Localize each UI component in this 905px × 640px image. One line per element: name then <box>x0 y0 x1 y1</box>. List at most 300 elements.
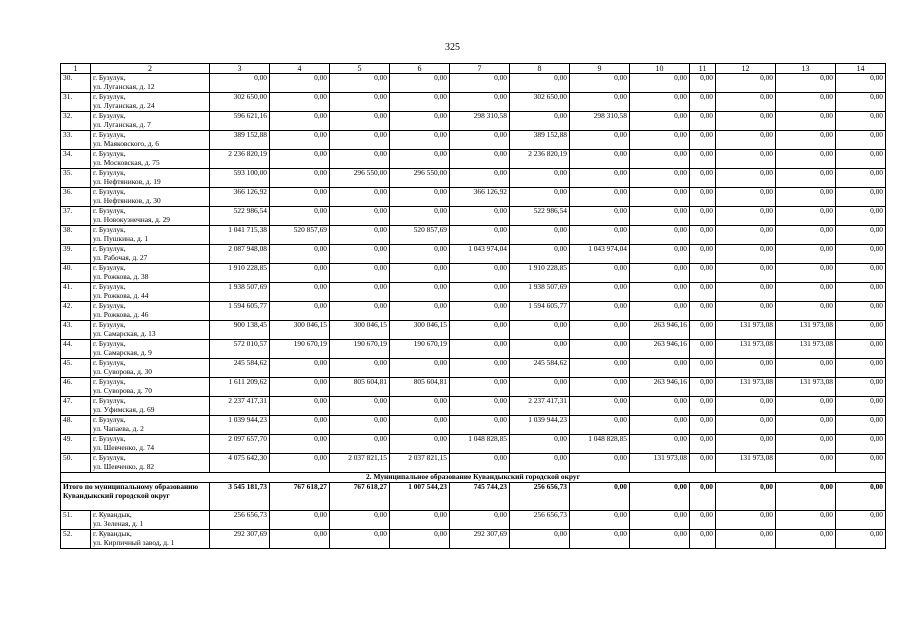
amount-cell: 0,00 <box>270 302 330 321</box>
column-number: 8 <box>510 64 570 74</box>
amount-cell: 1 048 828,85 <box>570 435 630 454</box>
amount-cell: 0,00 <box>690 93 716 112</box>
amount-cell: 0,00 <box>690 74 716 93</box>
address-city: г. Бузулук, <box>93 396 126 405</box>
column-number: 6 <box>390 64 450 74</box>
address-street: ул. Суворова, д. 30 <box>93 366 152 376</box>
amount-cell: 0,00 <box>836 340 886 359</box>
address-street: ул. Суворова, д. 70 <box>93 385 152 395</box>
amount-cell: 131 973,08 <box>776 378 836 397</box>
amount-cell: 1 039 944,23 <box>210 416 270 435</box>
amount-cell: 0,00 <box>776 131 836 150</box>
amount-cell: 0,00 <box>270 131 330 150</box>
amount-cell: 520 857,69 <box>390 226 450 245</box>
total-amount-cell: 1 007 544,23 <box>390 483 450 511</box>
amount-cell: 0,00 <box>450 397 510 416</box>
amount-cell: 0,00 <box>630 359 690 378</box>
amount-cell: 300 046,15 <box>390 321 450 340</box>
total-amount-cell: 0,00 <box>776 483 836 511</box>
table-row <box>61 340 886 359</box>
amount-cell: 298 310,58 <box>570 112 630 131</box>
address-street: ул. Рабочая, д. 27 <box>93 252 148 262</box>
address-city: г. Бузулук, <box>93 415 126 424</box>
column-number: 7 <box>450 64 510 74</box>
amount-cell: 0,00 <box>570 511 630 530</box>
address-cell <box>91 340 210 359</box>
amount-cell: 256 656,73 <box>210 511 270 530</box>
row-number: 43. <box>61 321 91 340</box>
column-number-row <box>61 64 886 74</box>
table-row <box>61 264 886 283</box>
amount-cell: 0,00 <box>330 283 390 302</box>
amount-cell: 0,00 <box>776 397 836 416</box>
amount-cell: 0,00 <box>836 74 886 93</box>
address-cell <box>91 416 210 435</box>
amount-cell: 0,00 <box>836 169 886 188</box>
total-amount-cell: 767 618,27 <box>330 483 390 511</box>
amount-cell: 0,00 <box>270 112 330 131</box>
amount-cell: 0,00 <box>330 530 390 549</box>
amount-cell: 190 670,19 <box>270 340 330 359</box>
row-number: 38. <box>61 226 91 245</box>
row-number: 50. <box>61 454 91 473</box>
amount-cell: 0,00 <box>330 207 390 226</box>
amount-cell: 0,00 <box>836 112 886 131</box>
table-row <box>61 245 886 264</box>
amount-cell: 0,00 <box>716 302 776 321</box>
table-row <box>61 454 886 473</box>
amount-cell: 0,00 <box>270 150 330 169</box>
amount-cell: 0,00 <box>390 359 450 378</box>
amount-cell: 2 236 820,19 <box>510 150 570 169</box>
total-amount-cell: 0,00 <box>690 483 716 511</box>
amount-cell: 0,00 <box>690 416 716 435</box>
address-street: ул. Шевченко, д. 82 <box>93 461 155 471</box>
column-number: 14 <box>836 64 886 74</box>
address-city: г. Бузулук, <box>93 187 126 196</box>
amount-cell: 0,00 <box>450 454 510 473</box>
amount-cell: 0,00 <box>330 511 390 530</box>
total-amount-cell: 0,00 <box>630 483 690 511</box>
column-number: 9 <box>570 64 630 74</box>
amount-cell: 0,00 <box>330 359 390 378</box>
address-cell <box>91 397 210 416</box>
address-street: ул. Зеленая, д. 1 <box>93 518 144 528</box>
amount-cell: 0,00 <box>630 530 690 549</box>
amount-cell: 0,00 <box>776 74 836 93</box>
amount-cell: 0,00 <box>716 112 776 131</box>
total-label: Итого по муниципальному образованию Кувандыкский городской округ <box>61 483 210 511</box>
amount-cell: 0,00 <box>836 283 886 302</box>
amount-cell: 0,00 <box>210 74 270 93</box>
amount-cell: 0,00 <box>836 397 886 416</box>
amount-cell: 0,00 <box>450 93 510 112</box>
amount-cell: 0,00 <box>630 131 690 150</box>
amount-cell: 0,00 <box>330 188 390 207</box>
table-row <box>61 150 886 169</box>
amount-cell: 0,00 <box>690 454 716 473</box>
amount-cell: 0,00 <box>570 169 630 188</box>
address-cell <box>91 74 210 93</box>
row-number: 52. <box>61 530 91 549</box>
amount-cell: 131 973,08 <box>716 454 776 473</box>
amount-cell: 0,00 <box>836 264 886 283</box>
amount-cell: 0,00 <box>570 283 630 302</box>
total-amount-cell: 745 744,23 <box>450 483 510 511</box>
amount-cell: 0,00 <box>690 359 716 378</box>
amount-cell: 0,00 <box>690 226 716 245</box>
amount-cell: 2 236 820,19 <box>210 150 270 169</box>
amount-cell: 0,00 <box>716 226 776 245</box>
amount-cell: 2 037 821,15 <box>330 454 390 473</box>
amount-cell: 0,00 <box>570 302 630 321</box>
address-street: ул. Луганская, д. 7 <box>93 119 151 129</box>
amount-cell: 0,00 <box>570 264 630 283</box>
amount-cell: 0,00 <box>510 188 570 207</box>
address-city: г. Кувандык, <box>93 510 132 519</box>
amount-cell: 389 152,88 <box>510 131 570 150</box>
amount-cell: 0,00 <box>716 245 776 264</box>
amount-cell: 0,00 <box>510 435 570 454</box>
amount-cell: 0,00 <box>390 112 450 131</box>
table-row <box>61 74 886 93</box>
amount-cell: 0,00 <box>630 112 690 131</box>
amount-cell: 0,00 <box>450 378 510 397</box>
amount-cell: 0,00 <box>570 131 630 150</box>
amount-cell: 0,00 <box>716 150 776 169</box>
amount-cell: 0,00 <box>570 454 630 473</box>
total-amount-cell: 3 545 181,73 <box>210 483 270 511</box>
amount-cell: 0,00 <box>716 397 776 416</box>
amount-cell: 520 857,69 <box>270 226 330 245</box>
table-row <box>61 378 886 397</box>
amount-cell: 0,00 <box>630 397 690 416</box>
amount-cell: 0,00 <box>630 264 690 283</box>
address-cell <box>91 378 210 397</box>
row-number: 33. <box>61 131 91 150</box>
amount-cell: 0,00 <box>716 264 776 283</box>
amount-cell: 0,00 <box>836 93 886 112</box>
amount-cell: 0,00 <box>836 511 886 530</box>
amount-cell: 0,00 <box>690 131 716 150</box>
table-body <box>61 64 886 549</box>
amount-cell: 1 910 228,85 <box>210 264 270 283</box>
table-row <box>61 530 886 549</box>
amount-cell: 0,00 <box>390 188 450 207</box>
amount-cell: 0,00 <box>570 321 630 340</box>
amount-cell: 0,00 <box>690 112 716 131</box>
amount-cell: 366 126,92 <box>450 188 510 207</box>
row-number: 37. <box>61 207 91 226</box>
amount-cell: 1 043 974,04 <box>570 245 630 264</box>
amount-cell: 2 237 417,31 <box>210 397 270 416</box>
amount-cell: 0,00 <box>630 169 690 188</box>
address-cell <box>91 321 210 340</box>
table-row <box>61 511 886 530</box>
row-number: 31. <box>61 93 91 112</box>
address-street: ул. Маяковского, д. 6 <box>93 138 159 148</box>
total-amount-cell: 767 618,27 <box>270 483 330 511</box>
amount-cell: 0,00 <box>270 454 330 473</box>
amount-cell: 0,00 <box>776 188 836 207</box>
amount-cell: 0,00 <box>510 226 570 245</box>
amount-cell: 0,00 <box>450 340 510 359</box>
amount-cell: 0,00 <box>450 264 510 283</box>
row-number: 48. <box>61 416 91 435</box>
amount-cell: 0,00 <box>690 302 716 321</box>
amount-cell: 1 594 605,77 <box>210 302 270 321</box>
amount-cell: 302 650,00 <box>510 93 570 112</box>
address-street: ул. Уфимская, д. 69 <box>93 404 155 414</box>
address-city: г. Бузулук, <box>93 301 126 310</box>
amount-cell: 190 670,19 <box>330 340 390 359</box>
amount-cell: 0,00 <box>690 207 716 226</box>
amount-cell: 0,00 <box>390 207 450 226</box>
amount-cell: 0,00 <box>776 226 836 245</box>
capital-repair-table <box>60 63 886 549</box>
amount-cell: 0,00 <box>510 169 570 188</box>
address-street: ул. Новокузнечная, д. 29 <box>93 214 170 224</box>
amount-cell: 0,00 <box>270 283 330 302</box>
amount-cell: 0,00 <box>570 188 630 207</box>
address-city: г. Бузулук, <box>93 453 126 462</box>
column-number: 11 <box>690 64 716 74</box>
address-cell <box>91 264 210 283</box>
amount-cell: 0,00 <box>450 74 510 93</box>
amount-cell: 0,00 <box>450 131 510 150</box>
address-cell <box>91 283 210 302</box>
amount-cell: 0,00 <box>390 74 450 93</box>
amount-cell: 0,00 <box>836 530 886 549</box>
amount-cell: 0,00 <box>270 397 330 416</box>
amount-cell: 0,00 <box>836 321 886 340</box>
amount-cell: 0,00 <box>570 359 630 378</box>
row-number: 42. <box>61 302 91 321</box>
amount-cell: 300 046,15 <box>330 321 390 340</box>
amount-cell: 0,00 <box>270 188 330 207</box>
row-number: 36. <box>61 188 91 207</box>
address-city: г. Бузулук, <box>93 225 126 234</box>
page-number: 325 <box>445 42 460 53</box>
row-number: 39. <box>61 245 91 264</box>
amount-cell: 522 986,54 <box>510 207 570 226</box>
column-number: 1 <box>61 64 91 74</box>
amount-cell: 0,00 <box>570 93 630 112</box>
total-amount-cell: 256 656,73 <box>510 483 570 511</box>
amount-cell: 0,00 <box>570 397 630 416</box>
table-row <box>61 112 886 131</box>
amount-cell: 0,00 <box>690 530 716 549</box>
amount-cell: 0,00 <box>630 245 690 264</box>
address-cell <box>91 112 210 131</box>
amount-cell: 0,00 <box>776 530 836 549</box>
amount-cell: 0,00 <box>776 454 836 473</box>
address-city: г. Бузулук, <box>93 358 126 367</box>
table-row <box>61 226 886 245</box>
amount-cell: 0,00 <box>836 302 886 321</box>
amount-cell: 1 039 944,23 <box>510 416 570 435</box>
address-city: г. Бузулук, <box>93 320 126 329</box>
address-city: г. Бузулук, <box>93 130 126 139</box>
amount-cell: 0,00 <box>690 378 716 397</box>
amount-cell: 0,00 <box>450 302 510 321</box>
amount-cell: 0,00 <box>776 511 836 530</box>
amount-cell: 0,00 <box>836 359 886 378</box>
amount-cell: 131 973,08 <box>716 321 776 340</box>
table-row <box>61 397 886 416</box>
total-amount-cell: 0,00 <box>570 483 630 511</box>
amount-cell: 0,00 <box>836 226 886 245</box>
amount-cell: 0,00 <box>330 264 390 283</box>
amount-cell: 0,00 <box>776 302 836 321</box>
amount-cell: 1 043 974,04 <box>450 245 510 264</box>
amount-cell: 302 650,00 <box>210 93 270 112</box>
amount-cell: 1 938 507,69 <box>510 283 570 302</box>
amount-cell: 0,00 <box>776 169 836 188</box>
amount-cell: 0,00 <box>690 435 716 454</box>
address-street: ул. Рожкова, д. 38 <box>93 271 149 281</box>
address-cell <box>91 207 210 226</box>
amount-cell: 1 041 715,38 <box>210 226 270 245</box>
amount-cell: 0,00 <box>450 283 510 302</box>
amount-cell: 0,00 <box>390 283 450 302</box>
amount-cell: 0,00 <box>450 226 510 245</box>
amount-cell: 0,00 <box>836 435 886 454</box>
amount-cell: 0,00 <box>390 511 450 530</box>
address-city: г. Бузулук, <box>93 434 126 443</box>
amount-cell: 0,00 <box>570 150 630 169</box>
address-cell <box>91 530 210 549</box>
address-cell <box>91 226 210 245</box>
amount-cell: 0,00 <box>510 454 570 473</box>
amount-cell: 0,00 <box>630 207 690 226</box>
amount-cell: 0,00 <box>716 207 776 226</box>
address-city: г. Бузулук, <box>93 244 126 253</box>
total-row <box>61 483 886 511</box>
address-cell <box>91 359 210 378</box>
address-street: ул. Чапаева, д. 2 <box>93 423 144 433</box>
amount-cell: 900 138,45 <box>210 321 270 340</box>
address-street: ул. Кирпичный завод, д. 1 <box>93 537 175 547</box>
amount-cell: 292 307,69 <box>210 530 270 549</box>
address-cell <box>91 93 210 112</box>
address-cell <box>91 454 210 473</box>
amount-cell: 0,00 <box>836 150 886 169</box>
amount-cell: 0,00 <box>450 150 510 169</box>
amount-cell: 0,00 <box>690 264 716 283</box>
amount-cell: 0,00 <box>776 150 836 169</box>
amount-cell: 0,00 <box>630 416 690 435</box>
row-number: 32. <box>61 112 91 131</box>
address-cell <box>91 435 210 454</box>
amount-cell: 0,00 <box>390 131 450 150</box>
amount-cell: 0,00 <box>630 511 690 530</box>
amount-cell: 0,00 <box>270 416 330 435</box>
amount-cell: 0,00 <box>390 302 450 321</box>
amount-cell: 0,00 <box>716 416 776 435</box>
amount-cell: 0,00 <box>630 302 690 321</box>
amount-cell: 805 604,81 <box>330 378 390 397</box>
table-row <box>61 131 886 150</box>
amount-cell: 0,00 <box>836 454 886 473</box>
address-street: ул. Шевченко, д. 74 <box>93 442 155 452</box>
address-cell <box>91 131 210 150</box>
amount-cell: 0,00 <box>270 359 330 378</box>
amount-cell: 0,00 <box>510 245 570 264</box>
table-row <box>61 283 886 302</box>
row-number: 35. <box>61 169 91 188</box>
address-street: ул. Луганская, д. 24 <box>93 100 155 110</box>
row-number: 51. <box>61 511 91 530</box>
amount-cell: 0,00 <box>330 302 390 321</box>
amount-cell: 0,00 <box>836 131 886 150</box>
amount-cell: 2 087 948,08 <box>210 245 270 264</box>
amount-cell: 0,00 <box>836 188 886 207</box>
address-city: г. Бузулук, <box>93 282 126 291</box>
amount-cell: 263 946,16 <box>630 378 690 397</box>
amount-cell: 1 611 209,62 <box>210 378 270 397</box>
column-number: 12 <box>716 64 776 74</box>
amount-cell: 0,00 <box>450 416 510 435</box>
amount-cell: 593 100,00 <box>210 169 270 188</box>
amount-cell: 0,00 <box>690 169 716 188</box>
amount-cell: 2 097 657,70 <box>210 435 270 454</box>
amount-cell: 292 307,69 <box>450 530 510 549</box>
amount-cell: 0,00 <box>450 511 510 530</box>
amount-cell: 522 986,54 <box>210 207 270 226</box>
amount-cell: 0,00 <box>510 321 570 340</box>
table-row <box>61 93 886 112</box>
address-city: г. Бузулук, <box>93 111 126 120</box>
amount-cell: 0,00 <box>776 435 836 454</box>
table-row <box>61 188 886 207</box>
amount-cell: 0,00 <box>510 378 570 397</box>
amount-cell: 0,00 <box>716 188 776 207</box>
amount-cell: 263 946,16 <box>630 340 690 359</box>
amount-cell: 0,00 <box>716 74 776 93</box>
amount-cell: 245 584,62 <box>210 359 270 378</box>
column-number: 2 <box>91 64 210 74</box>
amount-cell: 0,00 <box>510 340 570 359</box>
amount-cell: 0,00 <box>630 74 690 93</box>
amount-cell: 596 621,16 <box>210 112 270 131</box>
address-cell <box>91 302 210 321</box>
amount-cell: 131 973,08 <box>716 340 776 359</box>
address-cell <box>91 245 210 264</box>
amount-cell: 0,00 <box>776 416 836 435</box>
amount-cell: 0,00 <box>690 283 716 302</box>
amount-cell: 298 310,58 <box>450 112 510 131</box>
amount-cell: 0,00 <box>716 93 776 112</box>
address-cell <box>91 511 210 530</box>
address-street: ул. Нефтяников, д. 30 <box>93 195 161 205</box>
amount-cell: 131 973,08 <box>716 378 776 397</box>
row-number: 46. <box>61 378 91 397</box>
amount-cell: 0,00 <box>690 150 716 169</box>
address-city: г. Бузулук, <box>93 73 126 82</box>
address-street: ул. Самарская, д. 9 <box>93 347 152 357</box>
amount-cell: 0,00 <box>570 378 630 397</box>
address-street: ул. Рожкова, д. 46 <box>93 309 149 319</box>
amount-cell: 0,00 <box>270 169 330 188</box>
amount-cell: 805 604,81 <box>390 378 450 397</box>
amount-cell: 0,00 <box>570 207 630 226</box>
amount-cell: 1 910 228,85 <box>510 264 570 283</box>
amount-cell: 0,00 <box>390 245 450 264</box>
address-cell <box>91 150 210 169</box>
amount-cell: 0,00 <box>716 530 776 549</box>
address-street: ул. Нефтяников, д. 19 <box>93 176 161 186</box>
